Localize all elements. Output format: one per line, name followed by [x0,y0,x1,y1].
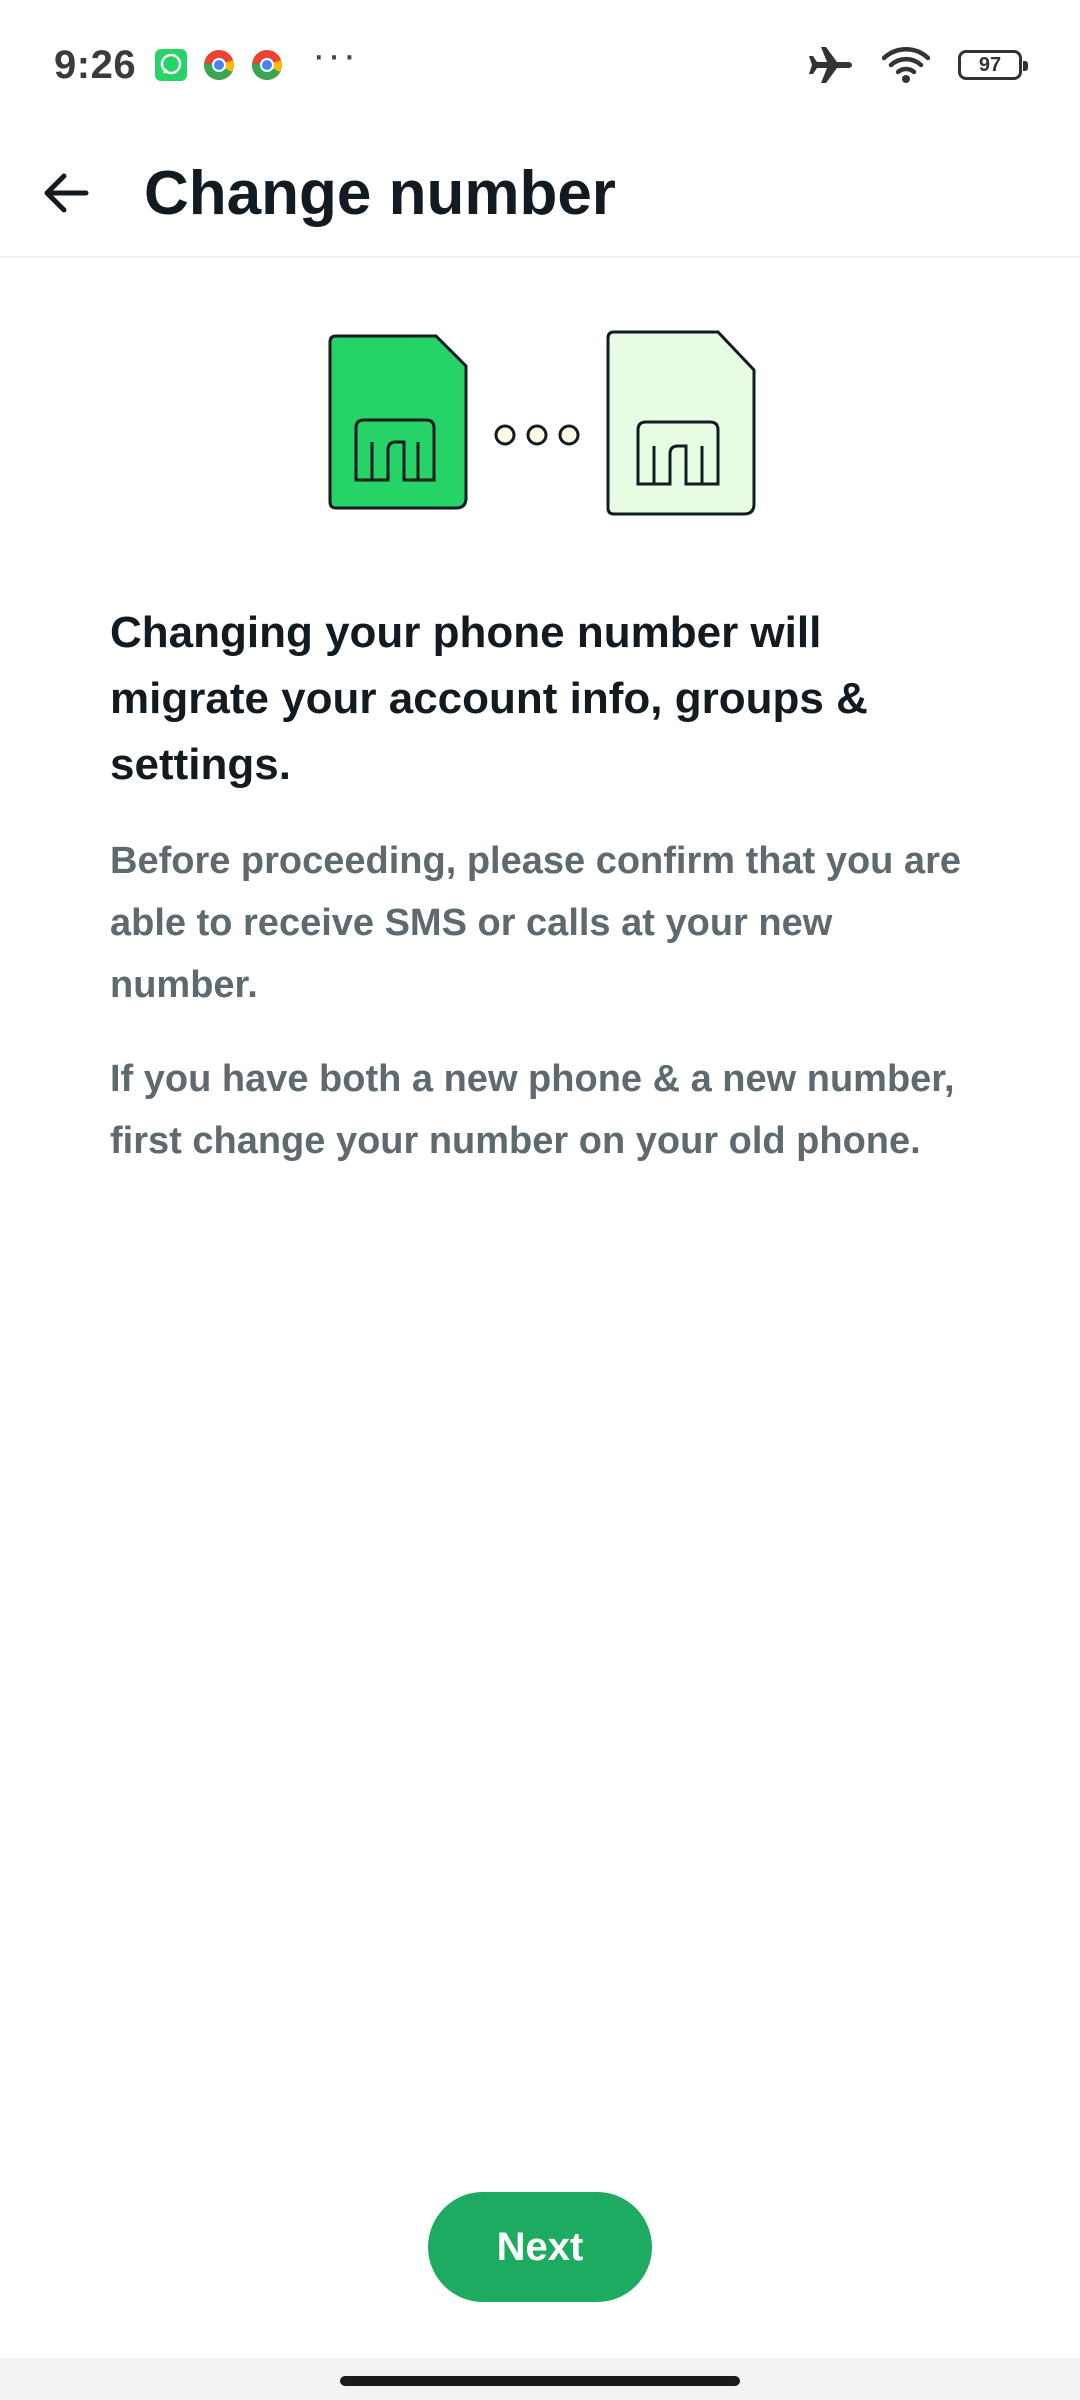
info-content [110,600,990,1204]
next-button[interactable]: Next [428,2192,652,2302]
back-button[interactable] [18,145,114,241]
page-title: Change number [144,158,616,228]
wifi-icon [882,45,930,85]
chrome-icon [202,48,236,82]
navigation-bar [0,2358,1080,2400]
sms-confirmation-text: Before proceeding, please confirm that you are able to receive SMS or calls at your new number. [110,840,961,1006]
more-notifications-icon: ··· [312,33,359,77]
change-number-illustration [320,320,760,520]
chrome-icon [250,48,284,82]
status-left [54,33,359,88]
new-phone-tip-text: If you have both a new phone & a new number, first change your number on your old phone. [110,1058,955,1162]
clock: 9:26 [54,42,137,87]
home-indicator[interactable] [340,2376,740,2386]
battery-level: 97 [978,53,1002,76]
headline: Changing your phone number will migrate your account info, groups & settings. [110,608,868,789]
sim-card-icon [608,332,754,514]
battery-indicator [958,50,1022,80]
status-bar [0,0,1080,130]
arrow-left-icon [40,167,92,219]
connection-dots [496,426,578,444]
app-bar [0,130,1080,258]
status-right [808,45,1022,85]
airplane-mode-icon [808,45,854,85]
sim-card-icon [330,336,466,508]
whatsapp-icon [154,48,188,82]
